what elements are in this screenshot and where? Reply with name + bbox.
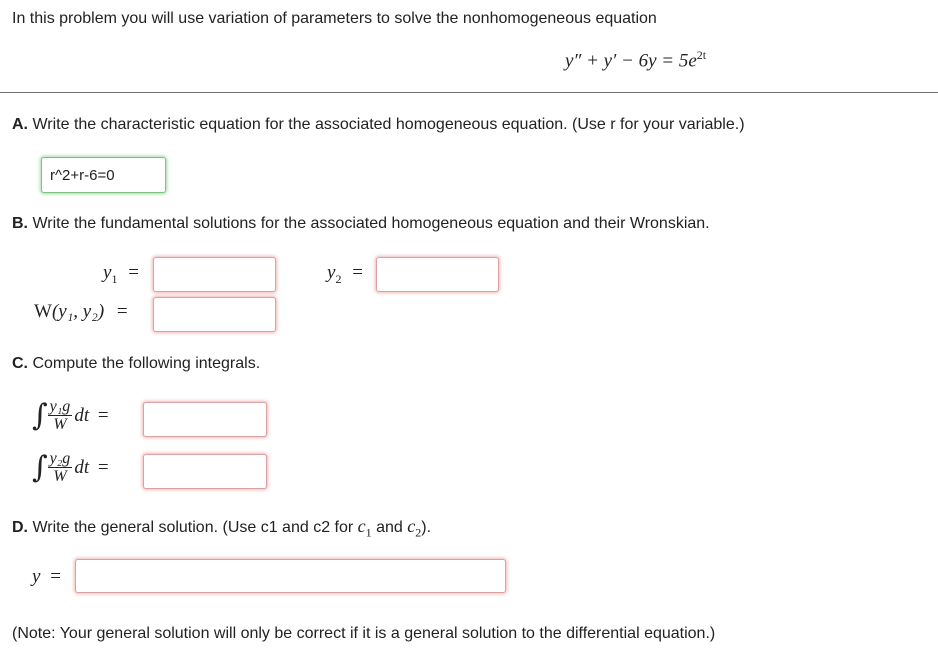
y2-input[interactable]	[376, 257, 499, 292]
part-a-prompt	[12, 115, 745, 135]
part-d-prompt: D. Write the general solution. (Use c1 and c2 for $c_1$ and $c_2$).	[12, 516, 432, 540]
integral-sign-icon: ∫	[32, 450, 48, 485]
part-b-text: Write the fundamental solutions for the associated homogeneous equation and their Wronskian.	[32, 215, 710, 232]
integral-2-expression: ∫ $\frac{\text{y₂g}}{W}$ dt =	[32, 450, 109, 485]
integral-2-input[interactable]	[143, 454, 267, 489]
intro-text: In this problem you will use variation of parameters to solve the nonhomogeneous equation	[12, 10, 657, 27]
integral-sign-icon: ∫	[32, 398, 48, 433]
part-b-prompt	[12, 214, 710, 234]
part-d-label: D.	[12, 519, 28, 536]
section-divider	[0, 92, 938, 93]
part-a-label: A.	[12, 116, 28, 133]
part-c-prompt	[12, 354, 260, 374]
y1-input[interactable]	[153, 257, 276, 292]
integral-1-expression: ∫ $\frac{\text{y₁g}}{W}$ dt =	[32, 398, 109, 433]
differential-equation	[565, 48, 706, 72]
wronskian-input[interactable]	[153, 297, 276, 332]
part-c-label: C.	[12, 355, 28, 372]
integral-1-input[interactable]	[143, 402, 267, 437]
equation-lhs: y″ + y′ − 6y = 5e	[565, 50, 697, 72]
y2-label: $y_2$ =	[327, 262, 363, 286]
general-solution-label: y =	[32, 566, 61, 587]
equation-exponent: 2t	[696, 48, 707, 62]
characteristic-equation-input[interactable]	[41, 157, 166, 193]
wronskian-label: W(y₁, y₂) =	[34, 301, 128, 322]
note-text: (Note: Your general solution will only be correct if it is a general solution to the differential equation.)	[12, 625, 716, 642]
part-c-text: Compute the following integrals.	[32, 355, 261, 372]
part-b-label: B.	[12, 215, 28, 232]
general-solution-input[interactable]	[75, 559, 506, 593]
part-a-text: Write the characteristic equation for the associated homogeneous equation. (Use r for your variable.)	[32, 116, 745, 133]
y1-label: $y_1$ =	[103, 262, 139, 286]
